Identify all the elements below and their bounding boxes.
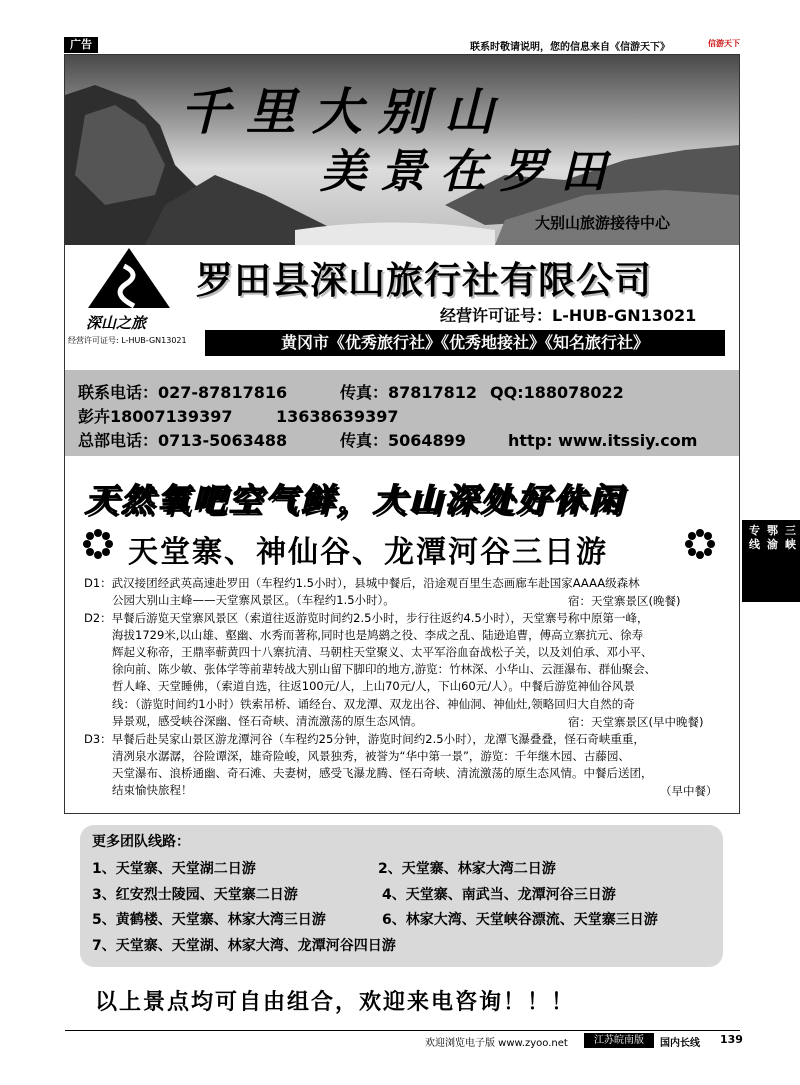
route-item: 4、天堂寨、南武当、龙潭河谷三日游 xyxy=(382,887,616,903)
triangle-logo-icon xyxy=(86,246,172,310)
route-item: 1、天堂寨、天堂湖二日游 xyxy=(92,861,256,877)
contact-line-3 xyxy=(78,428,697,451)
banner-slogan-1: 千里大别山 xyxy=(180,82,510,141)
route-item: 6、林家大湾、天堂峡谷漂流、天堂寨三日游 xyxy=(382,912,658,928)
contact-line-2 xyxy=(78,404,398,427)
d2-line: 线：（游览时间约1小时）铁索吊桥、诵经台、双龙潭、双龙出谷、神仙洞、神仙灶,领略回归大自然的奇 xyxy=(112,697,635,711)
hq-fax: 传真：5064899 xyxy=(340,431,466,450)
more-routes-heading: 更多团队线路： xyxy=(92,834,190,850)
d2-line: 哲人峰、天堂睡佛，（索道自选，往返100元/人，上山70元/人，下山60元/人）。中餐后游览神仙谷风景 xyxy=(112,679,635,693)
d3-line: 天堂瀑布、浪桥通幽、奇石滩、夫妻树，感受飞瀑龙腾、怪石奇峡、清流激荡的原生态风情。中餐后送团， xyxy=(112,766,653,780)
edition-badge: 江苏皖南版 xyxy=(584,1033,654,1048)
contact-line-1 xyxy=(78,380,624,403)
flower-icon-left xyxy=(82,528,114,560)
route-item: 5、黄鹤楼、天堂寨、林家大湾三日游 xyxy=(92,912,326,928)
d2-stay: 宿：天堂寨景区(早中晚餐) xyxy=(568,715,704,729)
route-item: 2、天堂寨、林家大湾二日游 xyxy=(378,861,556,877)
fax: 传真：87817812 xyxy=(340,383,478,402)
free-combo-note: 以上景点均可自由组合，欢迎来电咨询！！！ xyxy=(95,990,576,1015)
honor-bar: 黄冈市《优秀旅行社》《优秀地接社》《知名旅行社》 xyxy=(205,330,725,356)
d1-stay: 宿：天堂寨景区(晚餐) xyxy=(568,594,681,608)
logo-caption: 深山之旅 xyxy=(86,314,147,332)
side-tab-text: 鄂渝 xyxy=(767,524,778,551)
mobile-1: 彭卉18007139397 xyxy=(78,407,233,426)
d3-line: 结束愉快旅程！ xyxy=(112,783,193,797)
license-number: 经营许可证号：L-HUB-GN13021 xyxy=(440,306,697,325)
d2-line: 海拔1729米,以山雄、壑幽、水秀而著称,同时也是鸠鹚之役、李成之乱、陆逊追曹，傅高立寨抗元、徐寿 xyxy=(112,628,644,642)
qq: QQ:188078022 xyxy=(490,383,624,402)
publisher-logo: 信游天下 xyxy=(708,39,740,48)
side-tab-text: 三峡 xyxy=(785,524,796,551)
footer-site-note: 欢迎浏览电子版 www.zyoo.net xyxy=(425,1038,568,1049)
d2-line: 异景观，感受峡谷深幽、怪石奇峡、清流激荡的原生态风情。 xyxy=(112,714,423,728)
d1-line: D1：武汉接团经武英高速赴罗田（车程约1.5小时），县城中餐后，沿途观百里生态画廊车赴国家AAAA级森林 xyxy=(84,576,640,590)
banner-slogan-2: 美景在罗田 xyxy=(320,144,620,198)
phone: 联系电话：027-87817816 xyxy=(78,383,288,402)
d3-meals: （早中餐） xyxy=(660,784,718,798)
d3-line: 清冽泉水潺潺，谷险谭深，雄奇险峻，风景独秀，被誉为“华中第一景”，游览：千年继木园、古藤园、 xyxy=(112,749,630,763)
reception-center-name: 大别山旅游接待中心 xyxy=(535,214,671,232)
d2-line: 徐向前、陈少敏、张体学等前辈转战大别山留下脚印的地方,游览：竹林深、小华山、云涯瀑布、群仙聚会、 xyxy=(112,662,657,676)
route-item: 7、天堂寨、天堂湖、林家大湾、龙潭河谷四日游 xyxy=(92,938,396,954)
website: http: www.itssiy.com xyxy=(508,431,698,450)
flower-icon-right xyxy=(684,528,716,560)
section-side-tab xyxy=(742,520,800,602)
ad-tag: 广告 xyxy=(64,37,98,53)
d2-line: D2：早餐后游览天堂寨风景区（索道往返游览时间约2.5小时，步行往返约4.5小时），天堂寨号称中原第一峰， xyxy=(84,611,649,625)
logo-license: 经营许可证号: L-HUB-GN13021 xyxy=(68,336,187,345)
section-name: 国内长线 xyxy=(660,1038,700,1049)
mobile-2: 13638639397 xyxy=(276,407,399,426)
page-number: 139 xyxy=(720,1033,743,1046)
company-name: 罗田县深山旅行社有限公司 xyxy=(196,259,652,302)
tour-title: 天堂寨、神仙谷、龙潭河谷三日游 xyxy=(128,535,608,570)
main-slogan: 天然氧吧空气鲜，大山深处好休闲 xyxy=(85,481,626,519)
side-tab-text: 专线 xyxy=(749,524,760,551)
source-note: 联系时敬请说明，您的信息来自《信游天下》 xyxy=(470,42,670,53)
route-item: 3、红安烈士陵园、天堂寨二日游 xyxy=(92,887,298,903)
d2-line: 辉起义称帝，王鼎率蕲黄四十八寨抗清、马朝柱天堂聚义、太平军浴血奋战松子关，以及刘伯承、邓小平、 xyxy=(112,645,653,659)
footer-divider xyxy=(65,1030,740,1031)
d3-line: D3：早餐后赴吴家山景区游龙潭河谷（车程约25分钟，游览时间约2.5小时），龙潭飞瀑叠叠，怪石奇峡重重， xyxy=(84,732,645,746)
d1-line: 公园大别山主峰——天堂寨风景区。（车程约1.5小时）。 xyxy=(112,593,395,607)
hq-phone: 总部电话：0713-5063488 xyxy=(78,431,288,450)
